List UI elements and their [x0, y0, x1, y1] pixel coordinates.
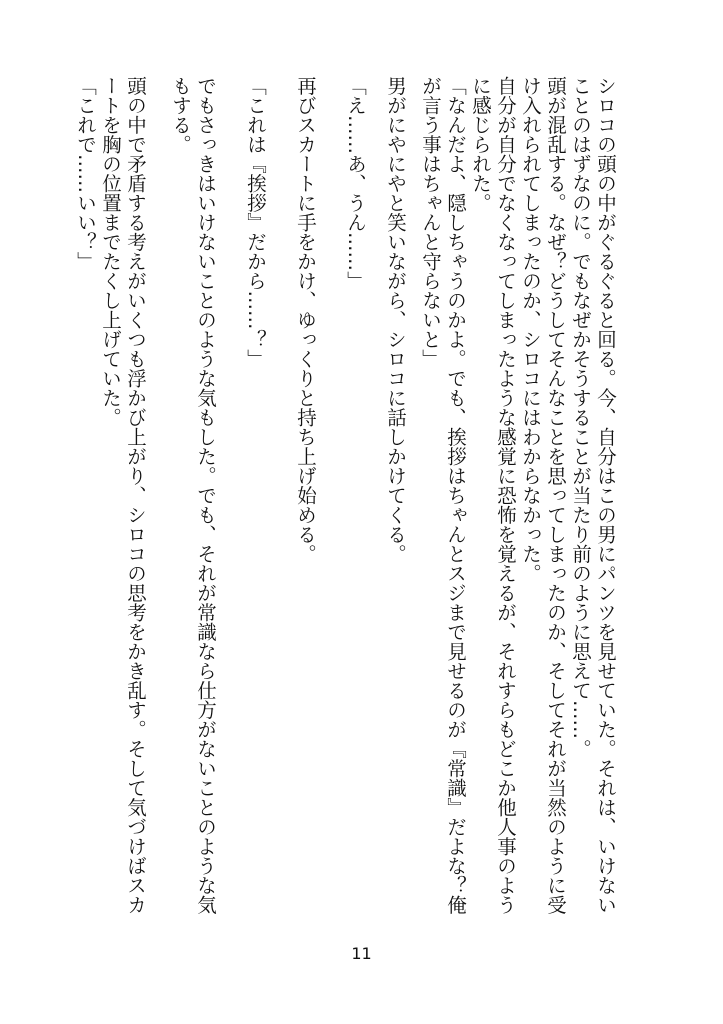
paragraph: 「これで……いい？」: [74, 76, 97, 271]
paragraph: 頭が混乱する。なぜ？どうしてそんなことを思ってしまったのか、そしてそれが当然のように受け入れられてしまったのか、シロコにはわからなかった。: [519, 76, 567, 915]
paragraph: 頭の中で矛盾する考えがいくつも浮かび上がり、シロコの思考をかき乱す。そして気づけばスカートを胸の位置までたくし上げていた。: [99, 76, 147, 915]
paragraph: 男がにやにやと笑いながら、シロコに話しかけてくる。: [384, 76, 407, 564]
paragraph: シロコの頭の中がぐるぐると回る。今、自分はこの男にパンツを見せていた。それは、いけないことのはずなのに。でもなぜかそうすることが当たり前のように思えて……。: [569, 76, 617, 915]
paragraph: でもさっきはいけないことのような気もした。でも、それが常識なら仕方がないことのような気もする。: [169, 76, 217, 915]
paragraph: 再びスカートに手をかけ、ゆっくりと持ち上げ始める。: [294, 76, 317, 564]
paragraph: 自分が自分でなくなってしまったような感覚に恐怖を覚えるが、それすらもどこか他人事のように感じられた。: [469, 76, 517, 915]
paragraph: 「これは『挨拶』だから……？」: [244, 76, 267, 369]
paragraph: 「なんだよ、隠しちゃうのかよ。でも、挨拶はちゃんとスジまで見せるのが『常識』だよな？俺が言う事はちゃんと守らないと」: [419, 76, 467, 915]
page-number: 11: [351, 944, 372, 963]
paragraph: 「え……あ、うん……」: [344, 76, 367, 291]
body-text: [58, 76, 618, 926]
